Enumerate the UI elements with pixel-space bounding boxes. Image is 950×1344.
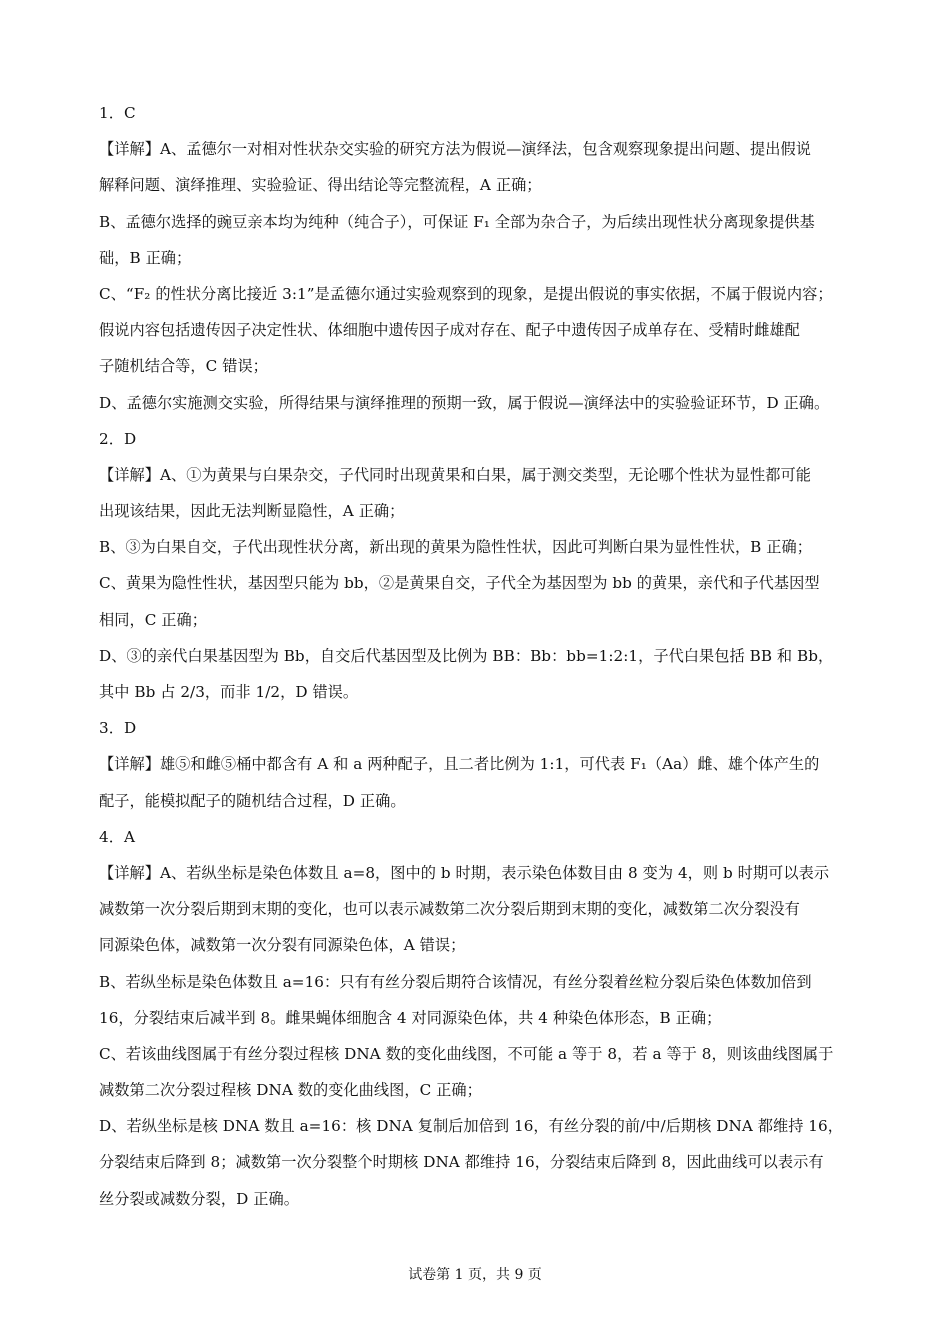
text-line: 1．C bbox=[99, 104, 136, 122]
text-line: 假说内容包括遗传因子决定性状、体细胞中遗传因子成对存在、配子中遗传因子成单存在、受精时雌雄配 bbox=[99, 321, 800, 340]
text-line: 出现该结果，因此无法判断显隐性，A 正确； bbox=[99, 502, 405, 521]
text-line: 配子，能模拟配子的随机结合过程，D 正确。 bbox=[99, 791, 406, 810]
text-line: D、孟德尔实施测交实验，所得结果与演绎推理的预期一致，属于假说—演绎法中的实验验证环节，D 正确。 bbox=[99, 393, 830, 412]
text-line: 【详解】A、若纵坐标是染色体数且 a=8，图中的 b 时期，表示染色体数目由 8 变为 4，则 b 时期可以表示 bbox=[99, 863, 830, 882]
text-line: C、若该曲线图属于有丝分裂过程核 DNA 数的变化曲线图，不可能 a 等于 8，若 a 等于 8，则该曲线图属于 bbox=[99, 1044, 834, 1063]
text-line: 【详解】雄⑤和雌⑤桶中都含有 A 和 a 两种配子，且二者比例为 1:1，可代表 F₁（Aa）雌、雄个体产生的 bbox=[99, 755, 820, 774]
text-line: 减数第一次分裂后期到末期的变化，也可以表示减数第二次分裂后期到末期的变化，减数第二次分裂没有 bbox=[99, 900, 800, 919]
text-line: 同源染色体，减数第一次分裂有同源染色体，A 错误； bbox=[99, 936, 466, 955]
text-line: 解释问题、演绎推理、实验验证、得出结论等完整流程，A 正确； bbox=[99, 176, 542, 195]
text-line: B、③为白果自交，子代出现性状分离，新出现的黄果为隐性性状，因此可判断白果为显性性状，B 正确； bbox=[99, 538, 812, 557]
text-line: 16，分裂结束后减半到 8。雌果蝇体细胞含 4 对同源染色体，共 4 种染色体形态，B 正确； bbox=[99, 1008, 722, 1027]
text-line: 【详解】A、孟德尔一对相对性状杂交实验的研究方法为假说—演绎法，包含观察现象提出问题、提出假说 bbox=[99, 140, 811, 159]
text-line: 其中 Bb 占 2/3，而非 1/2，D 错误。 bbox=[99, 683, 359, 701]
page-footer: 试卷第 1 页，共 9 页 bbox=[408, 1267, 542, 1283]
text-line: B、若纵坐标是染色体数且 a=16：只有有丝分裂后期符合该情况，有丝分裂着丝粒分裂后染色体数加倍到 bbox=[99, 972, 812, 991]
text-line: 减数第二次分裂过程核 DNA 数的变化曲线图，C 正确； bbox=[99, 1081, 482, 1100]
text-line: C、黄果为隐性性状，基因型只能为 bb，②是黄果自交，子代全为基因型为 bb 的黄果，亲代和子代基因型 bbox=[99, 574, 820, 593]
text-line: 丝分裂或减数分裂，D 正确。 bbox=[99, 1189, 299, 1208]
text-line: 【详解】A、①为黄果与白果杂交，子代同时出现黄果和白果，属于测交类型，无论哪个性状为显性都可能 bbox=[99, 465, 811, 484]
text-line: B、孟德尔选择的豌豆亲本均为纯种（纯合子），可保证 F₁ 全部为杂合子，为后续出现性状分离现象提供基 bbox=[99, 212, 815, 231]
text-line: C、“F₂ 的性状分离比接近 3:1”是孟德尔通过实验观察到的现象，是提出假说的事实依据，不属于假说内容； bbox=[99, 284, 833, 303]
text-line: D、③的亲代白果基因型为 Bb，自交后代基因型及比例为 BB：Bb：bb=1:2:1，子代白果包括 BB 和 Bb， bbox=[99, 646, 834, 665]
text-line: 分裂结束后降到 8；减数第一次分裂整个时期核 DNA 都维持 16，分裂结束后降到 8，因此曲线可以表示有 bbox=[99, 1153, 824, 1172]
answer-content bbox=[99, 95, 859, 1217]
text-line: 子随机结合等，C 错误； bbox=[99, 357, 268, 376]
text-line: 2．D bbox=[99, 429, 137, 448]
text-line: D、若纵坐标是核 DNA 数且 a=16：核 DNA 复制后加倍到 16，有丝分裂的前/中/后期核 DNA 都维持 16， bbox=[99, 1117, 843, 1136]
text-line: 3．D bbox=[99, 719, 137, 738]
text-line: 4．A bbox=[99, 827, 135, 846]
text-line: 相同，C 正确； bbox=[99, 610, 207, 629]
text-line: 础，B 正确； bbox=[99, 248, 192, 267]
